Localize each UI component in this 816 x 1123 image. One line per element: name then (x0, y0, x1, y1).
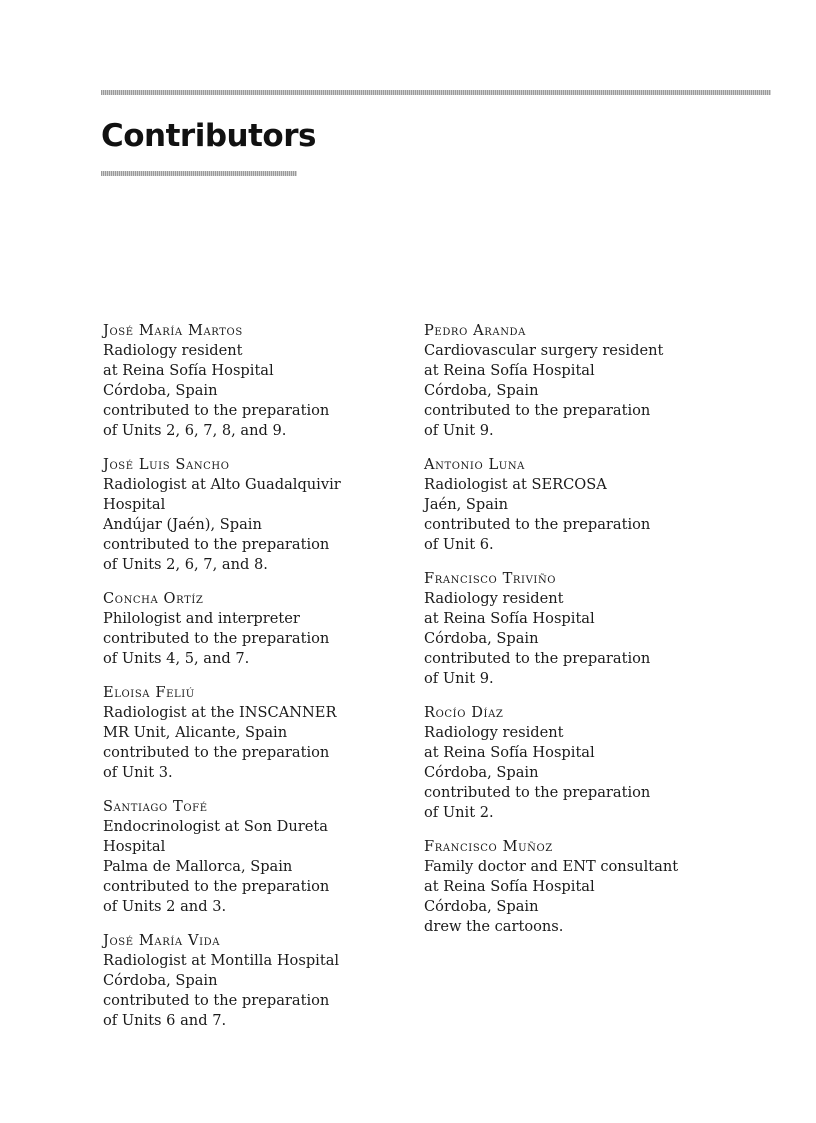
contributor-detail: Family doctor and ENT consultant (424, 858, 679, 875)
contributor-entry (103, 797, 433, 917)
contributor-entry (424, 455, 754, 555)
contributor-detail: Córdoba, Spain (103, 972, 218, 989)
contributor-entry (424, 321, 754, 441)
contributor-detail: Radiologist at Montilla Hospital (103, 952, 340, 969)
contributor-detail: at Reina Sofía Hospital (424, 610, 595, 627)
contributor-detail: of Unit 3. (103, 764, 173, 781)
contributor-entry (103, 931, 433, 1031)
contributor-detail: Jaén, Spain (424, 496, 508, 513)
contributor-detail: at Reina Sofía Hospital (424, 878, 595, 895)
contributor-detail: at Reina Sofía Hospital (424, 744, 595, 761)
contributor-detail: of Unit 9. (424, 422, 494, 439)
contributor-detail: Andújar (Jaén), Spain (103, 516, 262, 533)
contributor-detail: contributed to the preparation (424, 516, 651, 533)
top-rule (101, 90, 771, 95)
contributor-detail: drew the cartoons. (424, 918, 564, 935)
contributor-detail: contributed to the preparation (103, 744, 330, 761)
contributor-name: Antonio Luna (424, 456, 525, 473)
contributor-detail: of Units 2 and 3. (103, 898, 227, 915)
contributor-detail: Philologist and interpreter (103, 610, 300, 627)
contributor-name: José María Vida (103, 932, 221, 949)
contributor-detail: contributed to the preparation (103, 536, 330, 553)
contributor-detail: at Reina Sofía Hospital (424, 362, 595, 379)
contributor-detail: Córdoba, Spain (424, 630, 539, 647)
contributor-entry (424, 569, 754, 689)
contributor-entry (103, 455, 433, 575)
contributor-entry (103, 683, 433, 783)
contributor-detail: Hospital (103, 838, 166, 855)
contributor-detail: Córdoba, Spain (103, 382, 218, 399)
contributor-detail: Córdoba, Spain (424, 898, 539, 915)
contributor-detail: of Units 2, 6, 7, and 8. (103, 556, 268, 573)
contributor-entry (424, 703, 754, 823)
contributor-name: José María Martos (103, 322, 243, 339)
contributor-entry (103, 321, 433, 441)
contributor-entry (424, 837, 754, 937)
contributor-name: Francisco Triviño (424, 570, 557, 587)
contributor-detail: contributed to the preparation (103, 992, 330, 1009)
contributor-detail: contributed to the preparation (103, 402, 330, 419)
contributor-detail: Palma de Mallorca, Spain (103, 858, 293, 875)
contributor-detail: Radiologist at Alto Guadalquivir (103, 476, 341, 493)
contributor-detail: contributed to the preparation (424, 402, 651, 419)
contributor-detail: of Units 4, 5, and 7. (103, 650, 250, 667)
title-underline (101, 171, 297, 176)
contributor-name: José Luis Sancho (103, 456, 230, 473)
contributor-name: Concha Ortíz (103, 590, 204, 607)
contributor-detail: Córdoba, Spain (424, 382, 539, 399)
contributor-name: Pedro Aranda (424, 322, 526, 339)
contributor-detail: Endocrinologist at Son Dureta (103, 818, 328, 835)
contributor-detail: at Reina Sofía Hospital (103, 362, 274, 379)
contributor-detail: Radiologist at SERCOSA (424, 476, 607, 493)
contributor-detail: of Unit 6. (424, 536, 494, 553)
contributor-detail: of Units 2, 6, 7, 8, and 9. (103, 422, 287, 439)
right-column (424, 321, 754, 951)
contributor-name: Eloisa Feliú (103, 684, 195, 701)
contributor-detail: Radiology resident (424, 590, 564, 607)
contributor-detail: Radiology resident (103, 342, 243, 359)
contributor-detail: Radiologist at the INSCANNER (103, 704, 337, 721)
contributor-detail: of Units 6 and 7. (103, 1012, 227, 1029)
contributor-detail: contributed to the preparation (424, 650, 651, 667)
page-title: Contributors (101, 118, 316, 154)
contributor-detail: Hospital (103, 496, 166, 513)
contributor-detail: MR Unit, Alicante, Spain (103, 724, 288, 741)
contributor-detail: Cardiovascular surgery resident (424, 342, 664, 359)
contributor-detail: of Unit 9. (424, 670, 494, 687)
contributor-name: Francisco Muñoz (424, 838, 553, 855)
contributor-name: Santiago Tofé (103, 798, 208, 815)
contributor-detail: contributed to the preparation (424, 784, 651, 801)
left-column (103, 321, 433, 1045)
contributor-detail: Radiology resident (424, 724, 564, 741)
contributor-name: Rocío Díaz (424, 704, 504, 721)
contributor-detail: Córdoba, Spain (424, 764, 539, 781)
contributor-entry (103, 589, 433, 669)
contributor-detail: contributed to the preparation (103, 878, 330, 895)
contributor-detail: contributed to the preparation (103, 630, 330, 647)
contributor-detail: of Unit 2. (424, 804, 494, 821)
